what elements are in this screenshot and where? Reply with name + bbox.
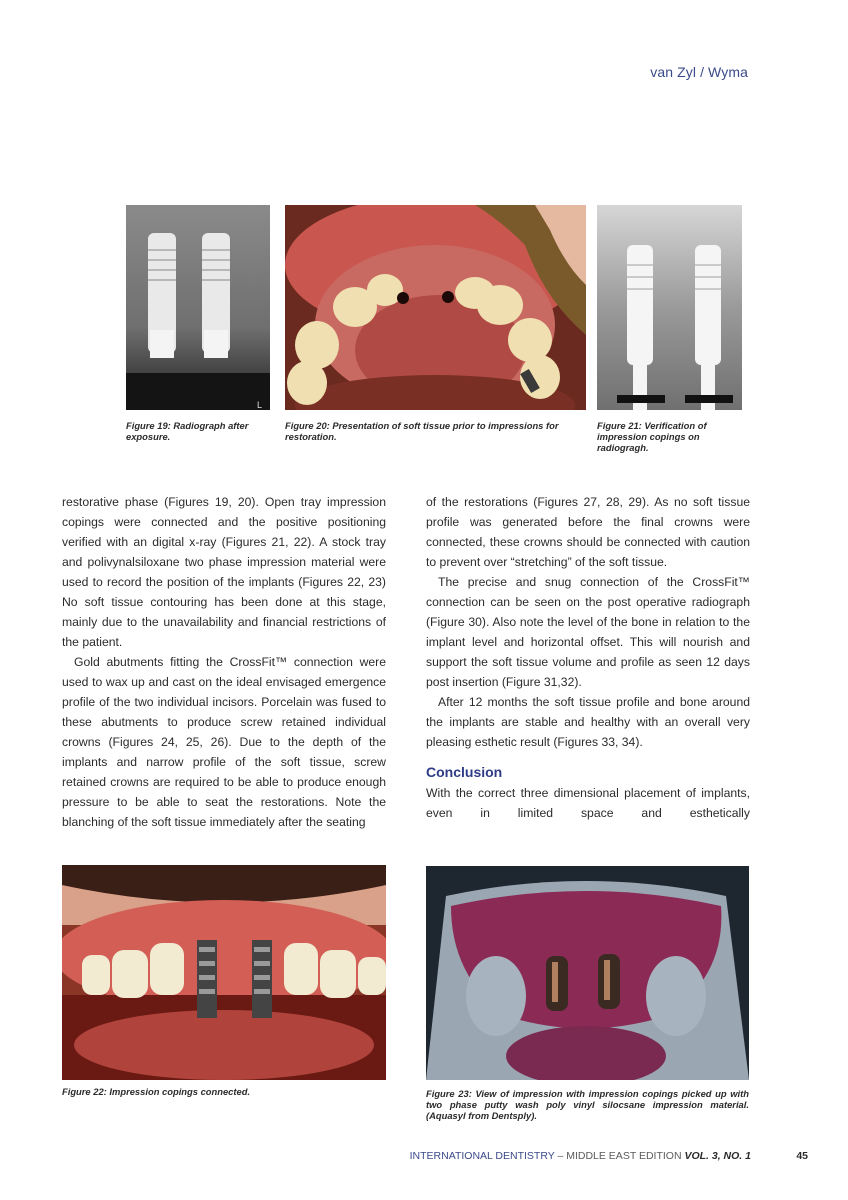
journal-name: INTERNATIONAL DENTISTRY [409,1150,555,1162]
figure-22-photo [62,865,386,1080]
conclusion-heading: Conclusion [426,764,503,780]
impression-tray-photo [426,866,749,1080]
journal-volume: VOL. 3, NO. 1 [684,1150,751,1162]
figure-21-caption: Figure 21: Verification of impression copings on radiogragh. [597,420,707,453]
figure-19-caption: Figure 19: Radiograph after exposure. [126,420,249,442]
body-paragraph: of the restorations (Figures 27, 28, 29). As no soft tissue profile was generated before the final crowns were connected, these crowns should be connected with caution to prevent over “stretching” of the soft tissue. [426,495,750,569]
radiograph-image [126,205,270,410]
figure-22-caption: Figure 22: Impression copings connected. [62,1086,251,1097]
figure-23-photo [426,866,749,1080]
impression-copings-photo [62,865,386,1080]
intraoral-photo [285,205,586,410]
radiograph-marker: L [257,400,263,410]
figure-23-caption: Figure 23: View of impression with impression copings picked up with two phase putty wash poly vinyl silocsane impression material. (Aquasyl from Dentsply). [426,1088,749,1121]
journal-edition: MIDDLE EAST EDITION [566,1150,685,1162]
figure-19-radiograph [126,205,270,410]
coping-radiograph-image [597,205,742,410]
body-right-column [426,492,750,823]
body-paragraph: Gold abutments fitting the CrossFit™ connection were used to wax up and cast on the ideal envisaged emergence profile of the two individual incisors. Porcelain was fused to these abutments to produce screw retained individual crowns (Figures 24, 25, 26). Due to the depth of the implants and narrow profile of the soft tissue, screw retained crowns are required to be able to produce enough pressure to be able to seat the restorations. Note the blanching of the soft tissue immediately after the seating [62,655,386,829]
body-paragraph: restorative phase (Figures 19, 20). Open tray impression copings were connected and the positive positioning verified with an digital x-ray (Figures 21, 22). A stock tray and polivynalsiloxane two phase impression material were used to record the position of the implants (Figures 22, 23) No soft tissue contouring has been done at this stage, mainly due to the unavailability and financial restrictions of the patient. [62,495,386,649]
body-paragraph: The precise and snug connection of the CrossFit™ connection can be seen on the post operative radiograph (Figure 30). Also note the level of the bone in relation to the implant level and horizontal offset. This will nourish and support the soft tissue volume and profile as seen 12 days post insertion (Figure 31,32). [426,575,750,689]
page-footer [0,1150,848,1166]
figure-21-radiograph [597,205,742,410]
figure-20-caption: Figure 20: Presentation of soft tissue prior to impressions for restoration. [285,420,559,442]
body-left-column [62,492,386,832]
journal-citation [410,1150,751,1162]
running-head-authors: van Zyl / Wyma [650,64,748,80]
body-paragraph: After 12 months the soft tissue profile and bone around the implants are stable and healthy with an overall very pleasing esthetic result (Figures 33, 34). [426,695,750,749]
conclusion-paragraph: With the correct three dimensional placement of implants, even in limited space and esthetically [426,786,750,820]
figure-20-photo [285,205,586,410]
page-number: 45 [796,1150,808,1162]
journal-separator: – [554,1150,567,1162]
